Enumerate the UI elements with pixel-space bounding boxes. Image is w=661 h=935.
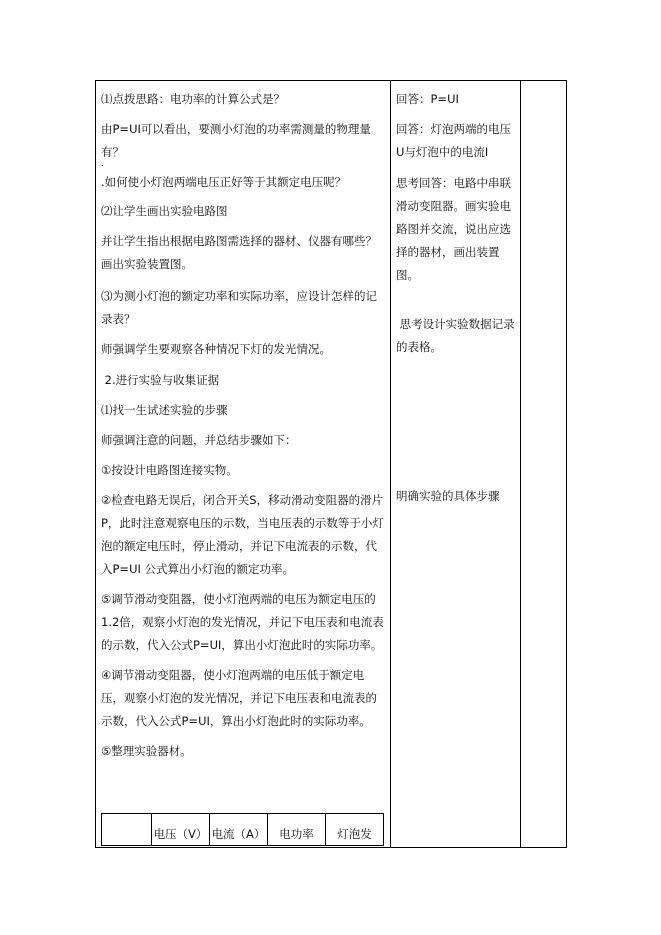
column-divider-1 — [390, 80, 391, 848]
paragraph: 师强调学生要观察各种情况下灯的发光情况。 — [101, 342, 331, 356]
paragraph: 由P=UI可以看出，要测小灯泡的功率需测量的物理量有？ — [101, 122, 371, 159]
paragraph: 回答：灯泡两端的电压U与灯泡中的电流I — [396, 122, 511, 159]
paragraph: 师强调注意的问题，并总结步骤如下： — [101, 433, 297, 447]
record-table-header-brightness: 灯泡发 — [337, 827, 372, 841]
record-table — [101, 813, 384, 846]
paragraph: ⑶为测小灯泡的额定功率和实际功率，应设计怎样的记录表？ — [101, 289, 377, 326]
paragraph: 思考回答：电路中串联滑动变阻器。画实验电路图并交流，说出应选择的器材，画出装置图。 — [396, 176, 511, 282]
step-item: ⑤整理实验器材。 — [101, 744, 192, 758]
student-activity-column — [396, 88, 516, 508]
paragraph: .如何使小灯泡两端电压正好等于其额定电压呢？ — [101, 175, 347, 189]
step-item: ②检查电路无误后，闭合开关S，移动滑动变阻器的滑片P，此时注意观察电压的示数，当电压表的示数等于小灯泡的额定电压时，停止滑动，并记下电流表的示数，代入P=UI 公式算出小灯泡的额定功率。 — [101, 493, 384, 576]
paragraph: ⑴找一生试述实验的步骤 — [101, 403, 228, 417]
record-table-header-voltage: 电压（V） — [152, 814, 210, 845]
paragraph: 思考设计实验数据记录的表格。 — [396, 317, 515, 354]
paragraph: ⑴点拨思路：电功率的计算公式是？ — [101, 92, 285, 106]
paragraph: . — [101, 159, 104, 168]
paragraph: ⑵让学生画出实验电路图 — [101, 204, 228, 218]
paragraph: 并让学生指出根据电路图需选择的器材、仪器有哪些？画出实验装置图。 — [101, 234, 377, 271]
step-item: ①按设计电路图连接实物。 — [101, 463, 238, 477]
section-heading: 2.进行实验与收集证据 — [101, 373, 220, 387]
column-divider-2 — [520, 80, 521, 848]
step-item: ⑤调节滑动变阻器，使小灯泡两端的电压为额定电压的1.2倍，观察小灯泡的发光情况，并记下电压表和电流表的示数，代入公式P=UI，算出小灯泡此时的实际功率。 — [101, 592, 384, 652]
record-table-header-blank — [102, 814, 152, 845]
teacher-activity-column — [101, 88, 386, 763]
paragraph: 回答：P=UI — [396, 92, 459, 106]
paragraph: 明确实验的具体步骤 — [396, 489, 500, 503]
record-table-header-power: 电功率 — [268, 814, 326, 845]
record-table-header-current: 电流（A） — [210, 814, 268, 845]
step-item: ④调节滑动变阻器，使小灯泡两端的电压低于额定电压，观察小灯泡的发光情况，并记下电压表和电流表的示数，代入公式P=UI，算出小灯泡此时的实际功率。 — [101, 668, 377, 728]
